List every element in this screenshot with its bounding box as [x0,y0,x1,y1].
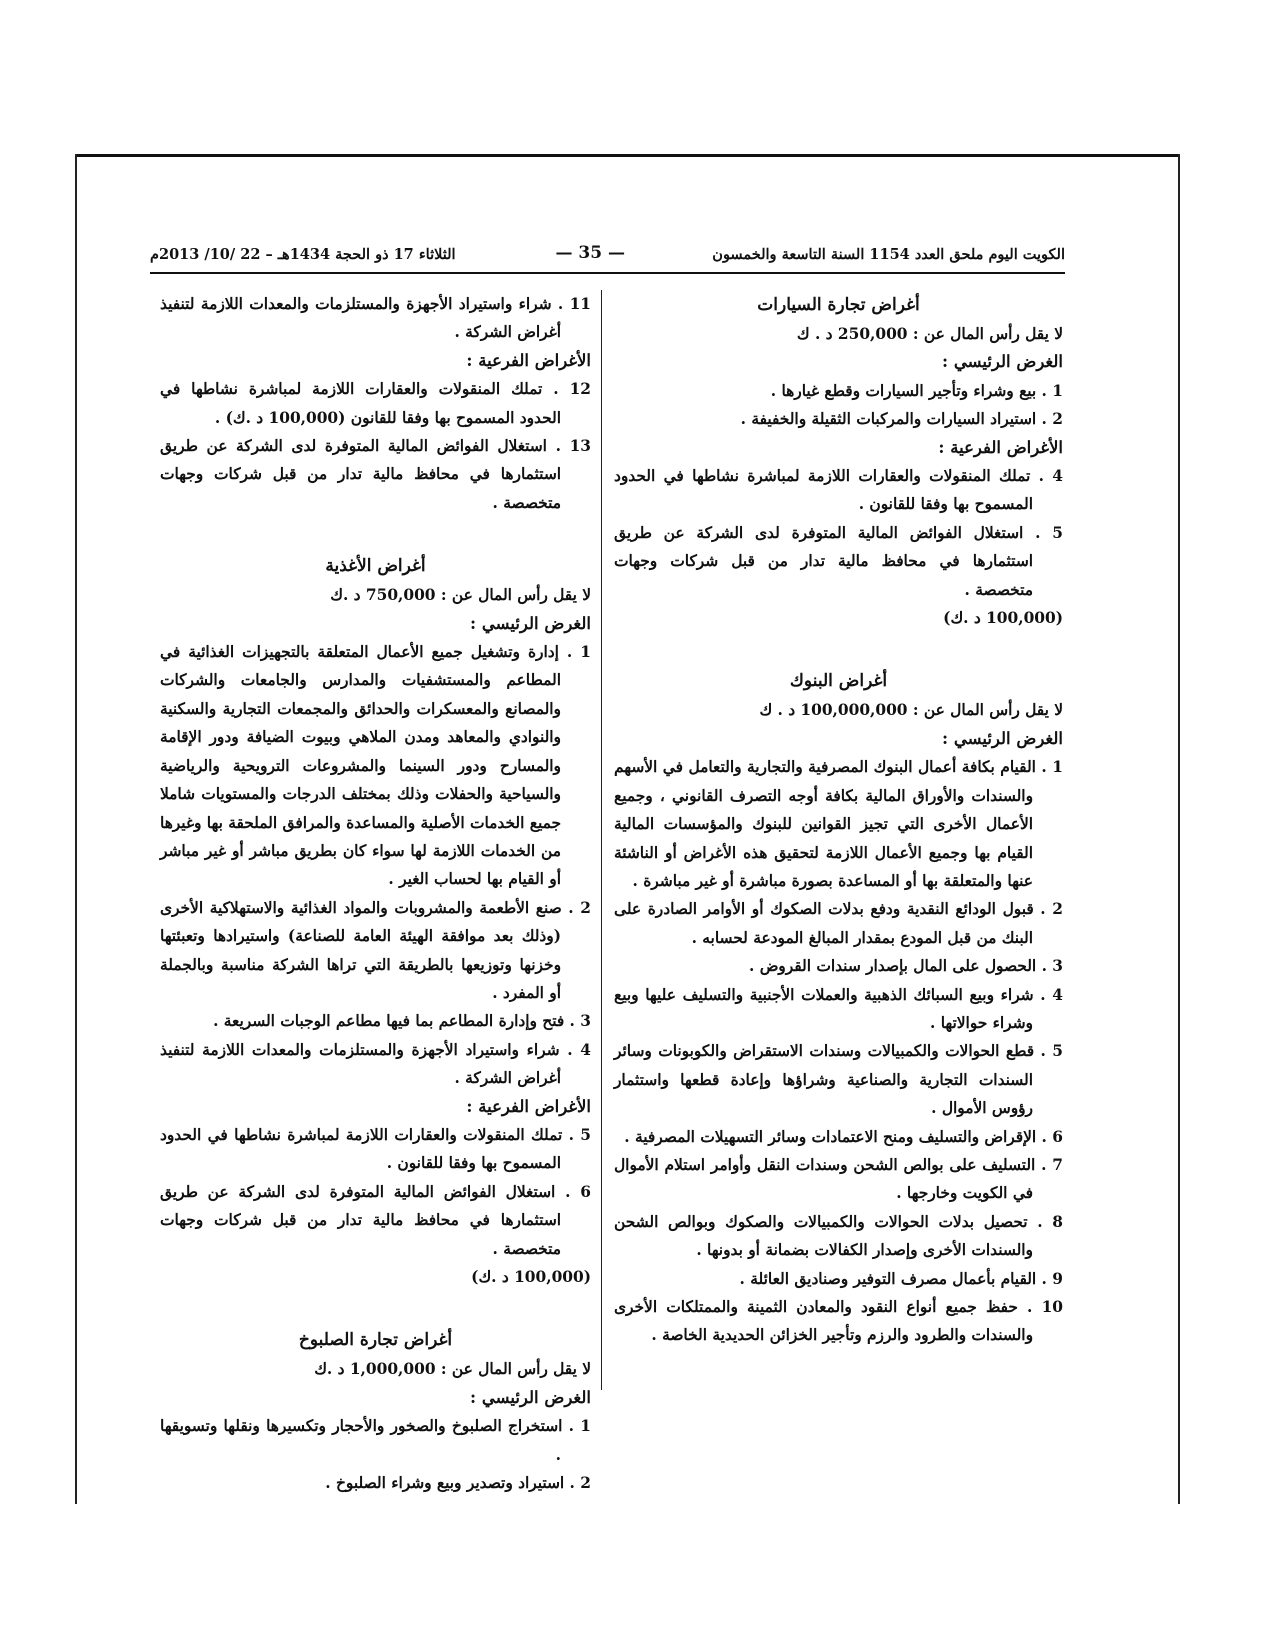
capital-note: (100,000 د .ك) [943,609,1063,628]
list-item: 4 . تملك المنقولات والعقارات اللازمة لمباشرة نشاطها في الحدود المسموح بها وفقا للقانون . [614,467,1063,514]
list-item: 1 . استخراج الصلبوخ والصخور والأحجار وتكسيرها ونقلها وتسويقها . [160,1417,591,1464]
capital-banks: لا يقل رأس المال عن : 100,000,000 د . ك [759,701,1063,720]
list-item: 2 . استيراد السيارات والمركبات الثقيلة والخفيفة . [740,410,1063,429]
frame-left-rule [75,154,77,1504]
main-purpose-label: الغرض الرئيسي : [470,1387,591,1407]
column-divider [601,290,602,1390]
section-gap [614,632,1063,666]
frame-top-rule [75,154,1180,157]
list-item: 10 . حفظ جميع أنواع النقود والمعادن الثمينة والممتلكات الأخرى والسندات والطرود والرزم وتأجير الخزائن الحديدية الخاصة . [614,1298,1063,1345]
list-item: 3 . فتح وإدارة المطاعم بما فيها مطاعم الوجبات السريعة . [213,1012,591,1031]
gazette-title: الكويت اليوم ملحق العدد 1154 السنة التاسعة والخمسون [712,246,1065,263]
list-item: 1 . القيام بكافة أعمال البنوك المصرفية والتجارية والتعامل في الأسهم والسندات والأوراق المالية بكافة أوجه التصرف القانوني ، وجميع الأعمال الأخرى التي تجيز القوانين للبنوك والمؤسسات المالية القيام بها وجميع الأعمال اللازمة لتحقيق هذه الأغراض أو الناشئة عنها والمتعلقة بها أو المساعدة بصورة مباشرة أو غير مباشرة . [614,758,1063,890]
sub-purposes-label: الأغراض الفرعية : [466,350,591,370]
list-item: 4 . شراء واستيراد الأجهزة والمستلزمات والمعدات اللازمة لتنفيذ أغراض الشركة . [160,1040,591,1088]
capital-food: لا يقل رأس المال عن : 750,000 د .ك [330,586,591,605]
list-item: 5 . تملك المنقولات والعقارات اللازمة لمباشرة نشاطها في الحدود المسموح بها وفقا للقانون . [160,1125,591,1173]
list-item: 1 . إدارة وتشغيل جميع الأعمال المتعلقة بالتجهيزات الغذائية في المطاعم والمستشفيات والمدارس والجامعات والشركات والمصانع والمعسكرات والحدائق والمجمعات التجارية والسكنية والنوادي والمعاهد ومدن الملاهي وبيوت الضيافة ودور الإقامة والمسارح ودور السينما والمشروعات الترويحية والرياضية والسياحية والحفلات وذلك بمختلف الدرجات والمستويات شاملا جميع الخدمات الأصلية والمساعدة والمرافق الملحقة بها وغيرها من الخدمات اللازمة لها سواء كان بطريق مباشر أو غير مباشر أو القيام بها لحساب الغير . [160,643,591,889]
left-column [160,290,591,1497]
header-rule [150,272,1065,274]
list-item: 2 . استيراد وتصدير وبيع وشراء الصلبوخ . [325,1474,591,1493]
list-item: 13 . استغلال الفوائض المالية المتوفرة لدى الشركة عن طريق استثمارها في محافظ مالية تدار من قبل شركات وجهات متخصصة . [160,437,591,512]
list-item: 9 . القيام بأعمال مصرف التوفير وصناديق العائلة . [739,1269,1063,1288]
section-gap [160,1291,591,1325]
section-gap [160,517,591,551]
list-item: 12 . تملك المنقولات والعقارات اللازمة لمباشرة نشاطها في الحدود المسموح بها وفقا للقانون (100,000 د .ك) . [160,380,591,427]
capital-note: (100,000 د .ك) [471,1268,591,1286]
list-item: 6 . الإقراض والتسليف ومنح الاعتمادات وسائر التسهيلات المصرفية . [624,1127,1063,1146]
main-purpose-label: الغرض الرئيسي : [942,352,1063,372]
page-number: — 35 — [555,243,625,263]
list-item: 2 . صنع الأطعمة والمشروبات والمواد الغذائية والاستهلاكية الأخرى (وذلك بعد موافقة الهيئة العامة للصناعة) واستيرادها وتعبئتها وخزنها وتوزيعها بالطريقة التي تراها الشركة مناسبة وبالجملة أو المفرد . [160,898,591,1002]
capital-cement: لا يقل رأس المال عن : 1,000,000 د .ك [314,1360,591,1379]
list-item: 5 . استغلال الفوائض المالية المتوفرة لدى الشركة عن طريق استثمارها في محافظ مالية تدار من قبل شركات وجهات متخصصة . [614,523,1063,599]
section-title-banks: أغراض البنوك [789,671,888,692]
list-item: 6 . استغلال الفوائض المالية المتوفرة لدى الشركة عن طريق استثمارها في محافظ مالية تدار من قبل شركات وجهات متخصصة . [160,1182,591,1258]
right-column [614,290,1063,1350]
capital-cars: لا يقل رأس المال عن : 250,000 د . ك [796,325,1063,343]
list-item: 3 . الحصول على المال بإصدار سندات القروض . [748,957,1063,976]
list-item: 11 . شراء واستيراد الأجهزة والمستلزمات والمعدات اللازمة لتنفيذ أغراض الشركة . [160,295,591,342]
list-item: 8 . تحصيل بدلات الحوالات والكمبيالات والصكوك وبوالص الشحن والسندات الأخرى وإصدار الكفالات بضمانة أو بدونها . [614,1212,1063,1260]
main-purpose-label: الغرض الرئيسي : [942,728,1063,748]
frame-right-rule [1178,154,1180,1504]
issue-date: الثلاثاء 17 ذو الحجة 1434هـ – 22 /10/ 2013م [150,246,456,263]
section-title-cement: أغراض تجارة الصلبوخ [298,1330,453,1351]
section-title-food: أغراض الأغذية [325,556,426,577]
main-purpose-label: الغرض الرئيسي : [470,613,591,633]
list-item: 4 . شراء وبيع السبائك الذهبية والعملات الأجنبية والتسليف عليها وبيع وشراء حوالاتها . [614,985,1063,1032]
list-item: 1 . بيع وشراء وتأجير السيارات وقطع غيارها . [770,381,1063,400]
list-item: 2 . قبول الودائع النقدية ودفع بدلات الصكوك أو الأوامر الصادرة على البنك من قبل المودع بمقدار المبالغ المودعة لحسابه . [614,900,1063,947]
sub-purposes-label: الأغراض الفرعية : [938,437,1063,457]
section-title-cars: أغراض تجارة السيارات [757,295,920,315]
list-item: 7 . التسليف على بوالص الشحن وسندات النقل وأوامر استلام الأموال في الكويت وخارجها . [614,1155,1063,1203]
sub-purposes-label: الأغراض الفرعية : [466,1096,591,1116]
page-header [150,242,1065,270]
list-item: 5 . قطع الحوالات والكمبيالات وسندات الاستقراض والكوبونات وسائر السندات التجارية والصناعية وشراؤها وإعادة قطعها واستثمار رؤوس الأموال . [614,1042,1063,1118]
